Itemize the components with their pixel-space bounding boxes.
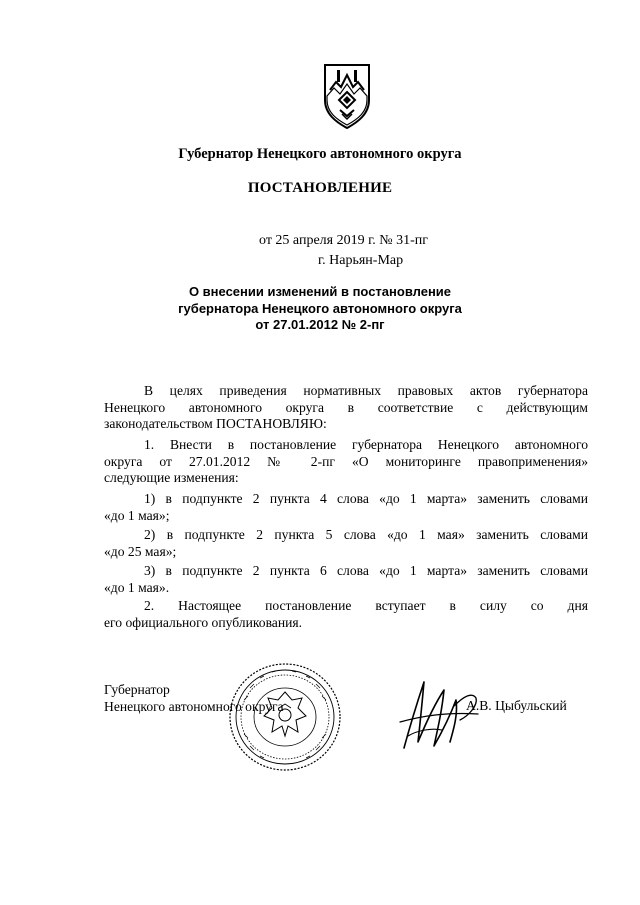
official-seal-icon	[226, 660, 344, 774]
body-line: Ненецкого автономного округа в соответствие с действующим	[104, 399, 588, 415]
body-line: законодательством ПОСТАНОВЛЯЮ:	[104, 416, 327, 432]
issuer-title: Губернатор Ненецкого автономного округа	[178, 146, 462, 162]
subject-line: О внесении изменений в постановление	[188, 284, 452, 299]
body-line: 3) в подпункте 2 пункта 6 слова «до 1 марта» заменить словами	[144, 563, 588, 578]
signer-name: А.В. Цыбульский	[466, 698, 567, 713]
document-type: ПОСТАНОВЛЕНИЕ	[247, 180, 393, 196]
body-line: «до 25 мая»;	[104, 543, 177, 559]
body-line: 2. Настоящее постановление вступает в силу со дня	[144, 598, 588, 613]
subject-line: от 27.01.2012 № 2-пг	[255, 317, 385, 332]
document-subject	[0, 284, 640, 334]
body-line: округа от 27.01.2012 № 2-пг «О мониторинге правоприменения»	[104, 453, 588, 469]
subject-line: губернатора Ненецкого автономного округа	[178, 300, 462, 316]
subitem-3	[104, 563, 588, 596]
document-date-number: от 25 апреля 2019 г. № 31-пг	[259, 233, 429, 248]
body-line: 1) в подпункте 2 пункта 4 слова «до 1 марта» заменить словами	[144, 491, 588, 506]
preamble-paragraph	[104, 383, 588, 433]
body-line: его официального опубликования.	[104, 614, 303, 630]
subitem-2	[104, 527, 588, 560]
signer-title: Ненецкого автономного округа	[104, 699, 284, 714]
subitem-1	[104, 491, 588, 524]
handwritten-signature-icon	[398, 676, 482, 752]
signer-title: Губернатор	[104, 682, 170, 697]
body-line: 1. Внести в постановление губернатора Ненецкого автономного	[144, 437, 588, 452]
body-line: 2) в подпункте 2 пункта 5 слова «до 1 мая» заменить словами	[144, 527, 588, 542]
body-line: «до 1 мая»;	[104, 507, 170, 523]
body-line: В целях приведения нормативных правовых актов губернатора	[144, 383, 588, 398]
item-1-paragraph	[104, 437, 588, 487]
document-place: г. Нарьян-Мар	[318, 253, 404, 268]
body-line: следующие изменения:	[104, 470, 239, 486]
signer-block	[104, 681, 284, 715]
item-2-paragraph	[104, 598, 588, 631]
body-line: «до 1 мая».	[104, 579, 170, 595]
coat-of-arms-icon	[322, 62, 372, 130]
